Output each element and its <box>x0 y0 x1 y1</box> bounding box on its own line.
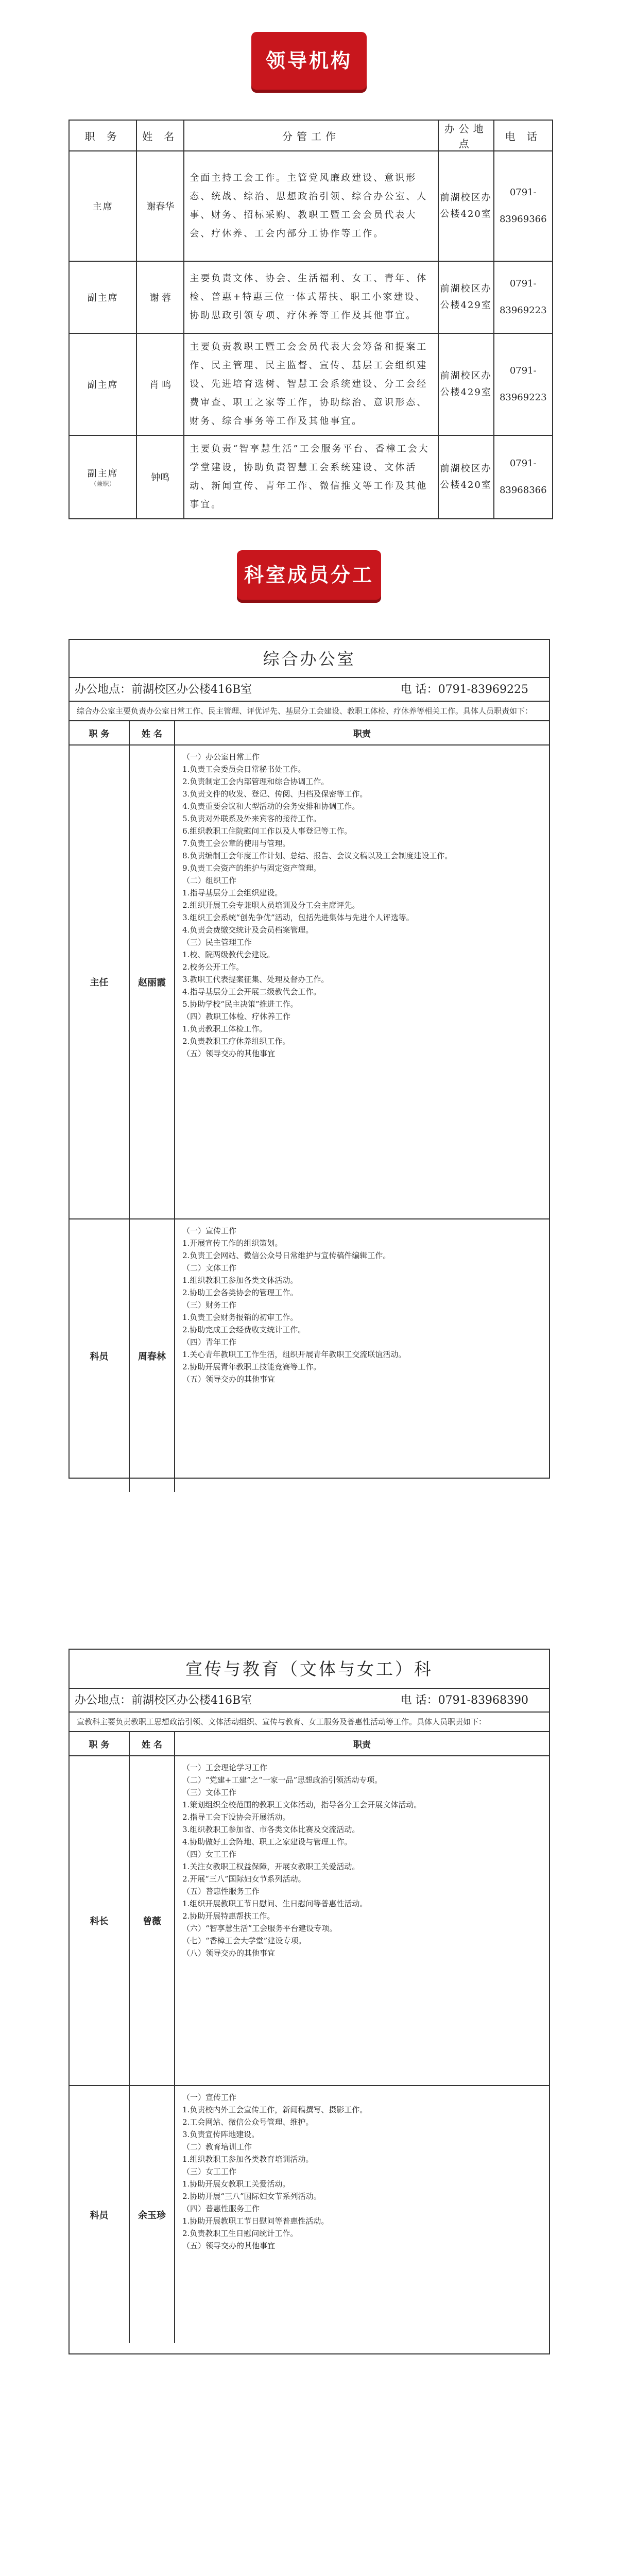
duty-line: 6.组织教职工住院慰问工作以及人事登记等工作。 <box>182 826 352 836</box>
duty-lines-cell <box>175 745 549 1219</box>
duty-lines-cell <box>175 1756 549 2086</box>
duty-line: 1.负责工会财务报销的初审工作。 <box>182 1313 298 1322</box>
duty-line: 1.指导基层分工会组织建设。 <box>182 888 283 897</box>
department-description: 宣教科主要负责教职工思想政治引领、文体活动组织、宣传与教育、女工服务及普惠性活动等工作。具体人员职责如下： <box>70 1713 549 1732</box>
position-text: 副主席 <box>87 293 118 303</box>
table-row <box>69 333 553 435</box>
header-name: 姓 名 <box>129 721 175 745</box>
duty-line: 4.指导基层分工会开展二级教代会工作。 <box>182 987 321 996</box>
table-row <box>69 435 553 519</box>
position-cell <box>69 151 136 261</box>
table-row <box>69 261 553 333</box>
duty-line: 1.组织教职工参加各类文体活动。 <box>182 1276 298 1285</box>
name-cell: 周春林 <box>129 1219 175 1492</box>
department-title: 宣传与教育（文体与女工）科 <box>70 1650 549 1689</box>
duty-line: 1.关注女教职工权益保障，开展女教职工关爱活动。 <box>182 1862 360 1871</box>
duty-line: 1.组织开展教职工节日慰问、生日慰问等普惠性活动。 <box>182 1899 368 1908</box>
name-cell: 余玉珍 <box>129 2086 175 2343</box>
duty-line: 5.负责对外联系及外来宾客的接待工作。 <box>182 814 321 823</box>
header-role: 职 务 <box>70 721 129 745</box>
duty-line: 2.组织开展工会专兼职人员培训及分工会主席评先。 <box>182 901 360 910</box>
header-position: 职 务 <box>69 120 136 151</box>
table-row <box>70 745 549 1219</box>
duty-line: （一）工会理论学习工作 <box>182 1763 268 1772</box>
position-cell <box>69 333 136 435</box>
duty-cell: 主要负责文体、协会、生活福利、女工、青年、体检、普惠+特惠三位一体式帮扶、职工小家建设、协助思政引领专项、疗休养等工作及其他事宜。 <box>184 261 438 333</box>
duty-line: （六）“智享慧生活”工会服务平台建设专项。 <box>182 1924 337 1933</box>
duty-line: 1.协助开展教职工节日慰问等普惠性活动。 <box>182 2216 329 2226</box>
name-cell: 钟鸣 <box>136 435 184 519</box>
leadership-header-row <box>69 120 553 151</box>
table-row <box>70 1756 549 2086</box>
duty-line: 3.组织工会系统“创先争优”活动，包括先进集体与先进个人评选等。 <box>182 913 414 922</box>
duty-line: （八）领导交办的其他事宜 <box>182 1948 276 1958</box>
position-cell <box>69 435 136 519</box>
duty-line: （四）女工工作 <box>182 1850 237 1859</box>
phone-cell: 0791-83969223 <box>494 261 553 333</box>
name-cell: 谢 蓉 <box>136 261 184 333</box>
duty-line: 4.负责会费缴交统计及会员档案管理。 <box>182 925 314 935</box>
duty-line: 1.校、院两级教代会建设。 <box>182 950 275 959</box>
header-phone: 电 话 <box>494 120 553 151</box>
duty-line: 8.负责编制工会年度工作计划、总结、报告、会议文稿以及工会制度建设工作。 <box>182 851 453 860</box>
role-cell: 科员 <box>70 1219 129 1492</box>
table-row <box>70 2086 549 2343</box>
name-cell: 谢春华 <box>136 151 184 261</box>
duty-cell: 全面主持工会工作。主管党风廉政建设、意识形态、统战、综治、思想政治引领、综合办公室、人事、财务、招标采购、教职工暨工会会员代表大会、疗休养、工会内部分工协作等工作。 <box>184 151 438 261</box>
role-cell: 科员 <box>70 2086 129 2343</box>
duty-line: 1.协助开展女教职工关爱活动。 <box>182 2179 290 2189</box>
header-office: 办公地点 <box>438 120 494 151</box>
department-description: 综合办公室主要负责办公室日常工作、民主管理、评优评先、基层分工会建设、教职工体检、疗休养等相关工作。具体人员职责如下： <box>70 702 549 721</box>
duty-line: 2.负责教职工生日慰问统计工作。 <box>182 2229 298 2238</box>
duty-line: （五）领导交办的其他事宜 <box>182 1049 276 1058</box>
duty-line: 5.协助学校“民主决策”推进工作。 <box>182 999 298 1009</box>
leadership-table <box>68 120 553 519</box>
duty-line: 4.协助做好工会阵地、职工之家建设与管理工作。 <box>182 1837 352 1846</box>
duty-line: （二）文体工作 <box>182 1263 237 1273</box>
duty-line: 2.指导工会下设协会开展活动。 <box>182 1812 290 1822</box>
departments-banner: 科室成员分工 <box>237 550 381 600</box>
duty-line: 3.负责文件的收发、登记、传阅、归档及保密等工作。 <box>182 789 368 799</box>
office-cell: 前湖校区办公楼429室 <box>438 261 494 333</box>
position-text: 主席 <box>92 201 113 212</box>
duty-line: （四）青年工作 <box>182 1337 237 1347</box>
duty-line: 2.协助完成工会经费收支统计工作。 <box>182 1325 306 1334</box>
duty-line: 2.开展“三八”国际妇女节系列活动。 <box>182 1874 306 1884</box>
duty-line: 1.负责教职工体检工作。 <box>182 1024 267 1033</box>
department-office: 办公地点：前湖校区办公楼416B室 <box>75 683 252 696</box>
name-cell: 赵丽霞 <box>129 745 175 1219</box>
department-duty-table <box>70 1732 549 2343</box>
duty-line: 1.策划组织全校范围的教职工文体活动，指导各分工会开展文体活动。 <box>182 1800 422 1809</box>
duty-line: （一）宣传工作 <box>182 2093 237 2102</box>
duty-line: 1.组织教职工参加各类教育培训活动。 <box>182 2155 314 2164</box>
department-block-general-office <box>68 639 550 1479</box>
duty-line: 2.负责制定工会内部管理和综合协调工作。 <box>182 777 329 786</box>
role-cell: 主任 <box>70 745 129 1219</box>
leadership-banner: 领导机构 <box>251 32 367 90</box>
duty-line: 2.协助工会各类协会的管理工作。 <box>182 1288 298 1297</box>
duty-line: （七）“香樟工会大学堂”建设专项。 <box>182 1936 306 1945</box>
duty-line: 1.开展宣传工作的组织策划。 <box>182 1239 283 1248</box>
duty-line: （二）“党建+工建”之“一家一品”思想政治引领活动专项。 <box>182 1775 383 1785</box>
duty-line: 3.组织教职工参加省、市各类文体比赛及交流活动。 <box>182 1825 360 1834</box>
duty-line: 2.负责工会网站、微信公众号日常维护与宣传稿件编辑工作。 <box>182 1251 391 1260</box>
duty-line: （三）文体工作 <box>182 1788 237 1797</box>
duty-line: 2.校务公开工作。 <box>182 962 244 972</box>
name-cell: 曾薇 <box>129 1756 175 2086</box>
role-cell: 科长 <box>70 1756 129 2086</box>
duty-line: （二）组织工作 <box>182 876 237 885</box>
phone-cell: 0791-83968366 <box>494 435 553 519</box>
duty-line: 1.负责校内外工会宣传工作，新闻稿撰写、摄影工作。 <box>182 2105 368 2114</box>
department-info <box>70 678 549 702</box>
department-phone: 电 话：0791-83968390 <box>400 1694 528 1707</box>
table-row <box>69 151 553 261</box>
name-cell: 肖 鸣 <box>136 333 184 435</box>
duty-line: （三）财务工作 <box>182 1300 237 1310</box>
duty-line: 1.负责工会委员会日常秘书处工作。 <box>182 765 306 774</box>
duty-line: 7.负责工会公章的使用与管理。 <box>182 839 290 848</box>
department-phone: 电 话：0791-83969225 <box>400 683 528 696</box>
duty-line: 2.协助开展“三八”国际妇女节系列活动。 <box>182 2192 321 2201</box>
office-cell: 前湖校区办公楼420室 <box>438 151 494 261</box>
duty-line: （五）领导交办的其他事宜 <box>182 2241 276 2250</box>
department-info <box>70 1689 549 1713</box>
duty-line: 2.协助开展青年教职工技能竞赛等工作。 <box>182 1362 321 1371</box>
header-duty: 分管工作 <box>184 120 438 151</box>
duty-line: （四）普惠性服务工作 <box>182 2204 260 2213</box>
duty-lines-cell <box>175 1219 549 1492</box>
office-cell: 前湖校区办公楼420室 <box>438 435 494 519</box>
duty-line: 2.工会网站、微信公众号管理、维护。 <box>182 2117 314 2127</box>
position-note: （兼职） <box>90 480 115 487</box>
header-role: 职 务 <box>70 1732 129 1756</box>
department-block-publicity-education <box>68 1649 550 2354</box>
duty-line: 4.负责重要会议和大型活动的会务安排和协调工作。 <box>182 802 360 811</box>
department-title: 综合办公室 <box>70 640 549 678</box>
duty-line: （五）领导交办的其他事宜 <box>182 1375 276 1384</box>
header-name: 姓 名 <box>136 120 184 151</box>
duty-line: 2.负责教职工疗休养组织工作。 <box>182 1037 290 1046</box>
duty-cell: 主要负责教职工暨工会会员代表大会筹备和提案工作、民主管理、民主监督、宣传、基层工会组织建设、先进培育选树、智慧工会系统建设、分工会经费审查、职工之家等工作，协助综治、意识形态、财务、综合事务等工作及其他事宜。 <box>184 333 438 435</box>
duty-header-row <box>70 721 549 745</box>
department-duty-table <box>70 721 549 1492</box>
table-row <box>70 1219 549 1492</box>
duty-line: （四）教职工体检、疗休养工作 <box>182 1012 291 1021</box>
department-office: 办公地点：前湖校区办公楼416B室 <box>75 1694 252 1707</box>
duty-line: 9.负责工会资产的维护与固定资产管理。 <box>182 863 321 873</box>
office-cell: 前湖校区办公楼429室 <box>438 333 494 435</box>
header-duties: 职责 <box>175 721 549 745</box>
position-text: 副主席 <box>87 380 118 391</box>
duty-cell: 主要负责“智享慧生活”工会服务平台、香樟工会大学堂建设，协助负责智慧工会系统建设、文体活动、新闻宣传、青年工作、微信推文等工作及其他事宜。 <box>184 435 438 519</box>
position-cell <box>69 261 136 333</box>
duty-line: （二）教育培训工作 <box>182 2142 252 2151</box>
duty-line: （五）普惠性服务工作 <box>182 1887 260 1896</box>
duty-header-row <box>70 1732 549 1756</box>
duty-lines-cell <box>175 2086 549 2343</box>
duty-line: （三）女工工作 <box>182 2167 237 2176</box>
duty-line: 3.负责宣传阵地建设。 <box>182 2130 260 2139</box>
phone-cell: 0791-83969223 <box>494 333 553 435</box>
position-text: 副主席 <box>87 468 118 479</box>
header-duties: 职责 <box>175 1732 549 1756</box>
duty-line: （一）办公室日常工作 <box>182 752 260 761</box>
duty-line: 3.教职工代表提案征集、处理及督办工作。 <box>182 975 329 984</box>
header-name: 姓 名 <box>129 1732 175 1756</box>
phone-cell: 0791-83969366 <box>494 151 553 261</box>
duty-line: （三）民主管理工作 <box>182 938 252 947</box>
duty-line: 1.关心青年教职工工作生活，组织开展青年教职工交流联谊活动。 <box>182 1350 406 1359</box>
duty-line: 2.协助开展特惠帮扶工作。 <box>182 1911 275 1921</box>
duty-line: （一）宣传工作 <box>182 1226 237 1235</box>
